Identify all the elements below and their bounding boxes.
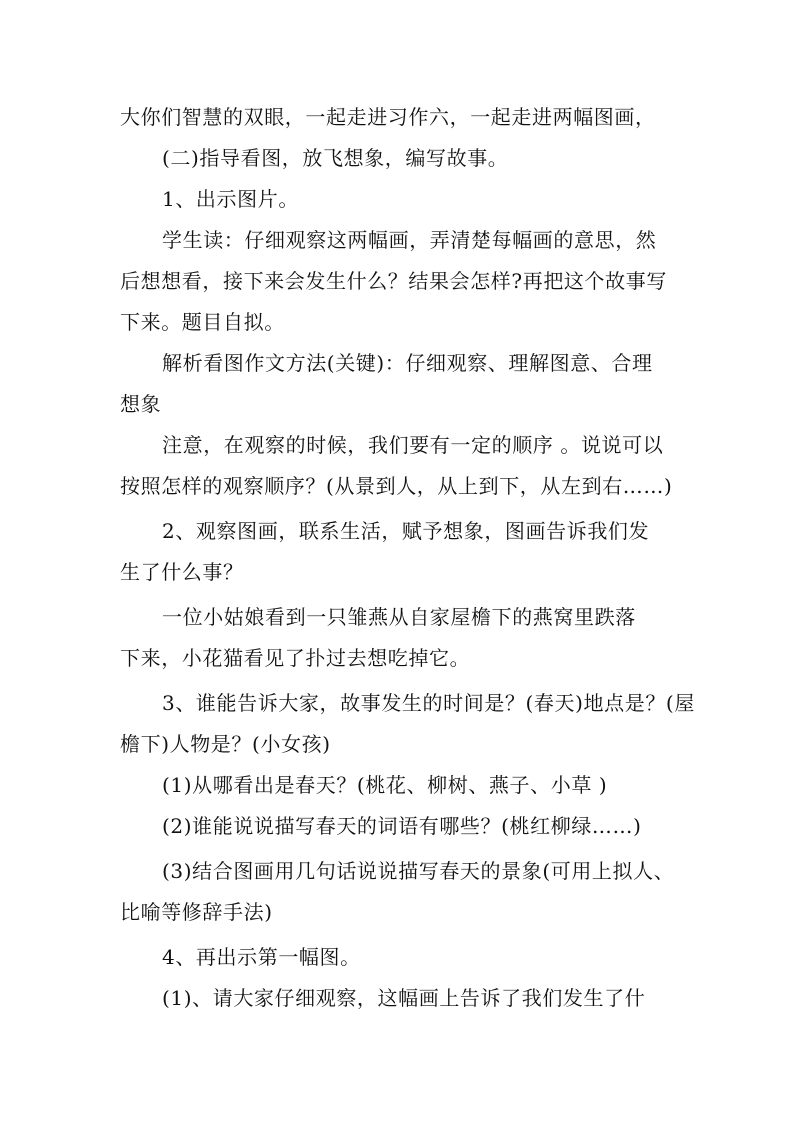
text-line-4: 学生读：仔细观察这两幅画，弄清楚每幅画的意思，然 [162, 228, 657, 252]
text-line-14: 下来，小花猫看见了扑过去想吃掉它。 [120, 646, 471, 670]
text-line-13: 一位小姑娘看到一只雏燕从自家屋檐下的燕窝里跌落 [162, 605, 636, 629]
step-4: 4、再出示第一幅图。 [162, 945, 361, 969]
sub-item-2: (2)谁能说说描写春天的词语有哪些？(桃红柳绿……) [162, 814, 642, 838]
text-line-20: 比喻等修辞手法) [120, 900, 273, 924]
text-line-12: 生了什么事？ [120, 560, 244, 584]
sub-item-1: (1)从哪看出是春天？(桃花、柳树、燕子、小草 ) [162, 773, 608, 797]
section-heading: (二)指导看图，放飞想象，编写故事。 [162, 146, 509, 170]
text-line-16: 檐下)人物是？(小女孩) [120, 732, 331, 756]
sub-item-3: (3)结合图画用几句话说说描写春天的景象(可用上拟人、 [162, 859, 675, 883]
step-1: 1、出示图片。 [162, 187, 299, 211]
text-line-7: 解析看图作文方法(关键)：仔细观察、理解图意、合理 [162, 351, 653, 375]
step-3: 3、谁能告诉大家，故事发生的时间是？(春天)地点是？(屋 [162, 691, 695, 715]
sub-item-4-1: (1)、请大家仔细观察，这幅画上告诉了我们发生了什 [162, 986, 646, 1010]
text-line-10: 按照怎样的观察顺序？(从景到人，从上到下，从左到右……) [120, 474, 673, 498]
text-line-1: 大你们智慧的双眼，一起走进习作六，一起走进两幅图画， [120, 105, 656, 129]
text-line-8: 想象 [120, 392, 162, 416]
text-line-6: 下来。题目自拟。 [120, 310, 285, 334]
step-2: 2、观察图画，联系生活，赋予想象，图画告诉我们发 [162, 519, 650, 543]
text-line-9: 注意，在观察的时候，我们要有一定的顺序 。说说可以 [162, 433, 664, 457]
text-line-5: 后想想看，接下来会发生什么？结果会怎样?再把这个故事写 [120, 269, 667, 293]
